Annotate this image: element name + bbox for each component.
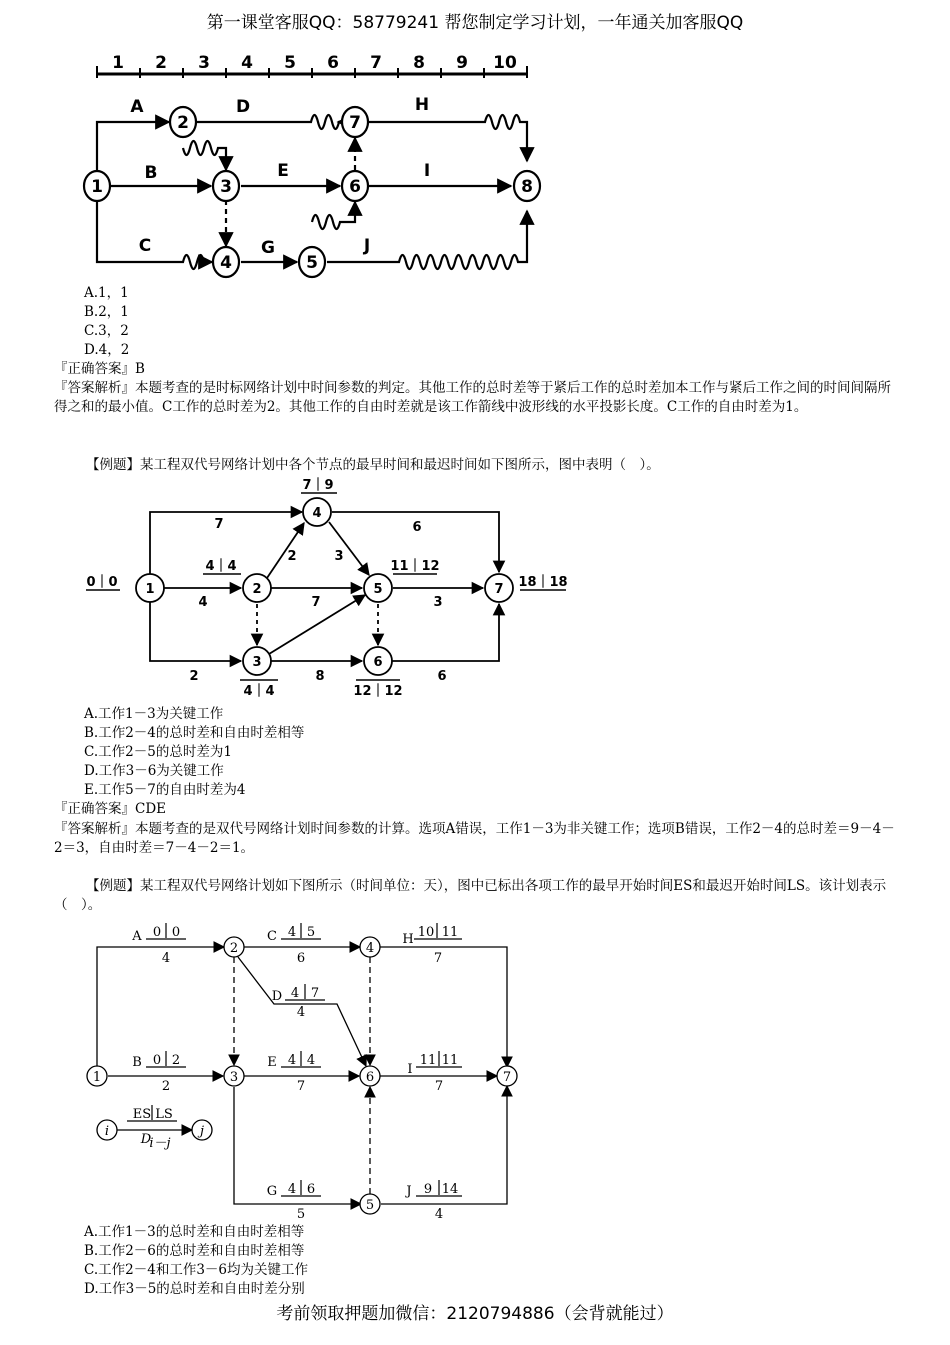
node-time: 12｜12 [353, 684, 403, 699]
scale-label: 7 [370, 53, 382, 73]
scale-label: 8 [413, 53, 425, 73]
duration: 2 [287, 549, 297, 564]
nodes-diagram-2 [136, 498, 513, 675]
node-3 [213, 171, 239, 201]
svg-text:4: 4 [290, 986, 300, 1001]
activity-B [132, 1053, 180, 1094]
activity-label: B [144, 163, 158, 183]
duration: 3 [334, 549, 344, 564]
node-time: 18｜18 [518, 575, 568, 590]
q1-answer: 『正确答案』B [54, 361, 145, 377]
activity-C [267, 925, 315, 966]
svg-text:2: 2 [161, 1079, 171, 1094]
activity-J [404, 1182, 458, 1222]
scale-label: 2 [155, 53, 167, 73]
node-3 [224, 1066, 244, 1086]
svg-text:E: E [267, 1055, 277, 1070]
node-7 [485, 574, 513, 602]
node-time: 11｜12 [390, 559, 440, 574]
legend-es: ES [132, 1107, 152, 1122]
svg-text:7: 7 [502, 1070, 512, 1085]
svg-text:11: 11 [419, 1053, 437, 1068]
svg-text:3: 3 [252, 655, 262, 670]
svg-text:6: 6 [296, 951, 306, 966]
svg-text:4: 4 [287, 925, 297, 940]
svg-text:10: 10 [417, 925, 435, 940]
legend-node-i: i [104, 1124, 110, 1139]
svg-text:C: C [267, 929, 277, 944]
svg-text:4: 4 [287, 1053, 297, 1068]
svg-text:4: 4 [161, 951, 171, 966]
nodes-diagram-1 [84, 107, 540, 277]
svg-text:4: 4 [287, 1182, 297, 1197]
q1-option-d: D.4，2 [84, 342, 130, 358]
activity-E [267, 1053, 315, 1094]
activity-H [402, 925, 458, 966]
node-1 [87, 1066, 107, 1086]
legend-node-j: j [199, 1124, 205, 1139]
svg-text:5: 5 [296, 1207, 306, 1222]
svg-text:7: 7 [433, 951, 443, 966]
node-6 [364, 647, 392, 675]
q1-analysis: 『答案解析』本题考查的是时标网络计划中时间参数的判定。其他工作的总时差等于紧后工作的总时差加本工作与紧后工作之间的时间间隔所得之和的最小值。C工作的总时差为2。其他工作的自由时差就是该工作箭线中波形线的水平投影长度。C工作的自由时差为1。 [54, 380, 891, 415]
time-scaled-network-diagram [75, 48, 545, 288]
svg-text:6: 6 [373, 655, 383, 670]
svg-text:5: 5 [306, 925, 316, 940]
q2-option-b: B.工作2－4的总时差和自由时差相等 [84, 725, 305, 741]
legend-duration: D [140, 1132, 152, 1147]
duration: 8 [315, 669, 325, 684]
node-3 [243, 647, 271, 675]
svg-text:2: 2 [177, 113, 189, 133]
q3-option-b: B.工作2－6的总时差和自由时差相等 [84, 1243, 305, 1259]
svg-text:J: J [406, 1184, 412, 1199]
activity-label: G [261, 238, 275, 258]
svg-text:11: 11 [441, 925, 459, 940]
svg-text:1: 1 [92, 1070, 102, 1085]
node-time: 7｜9 [302, 478, 334, 493]
svg-text:2: 2 [229, 941, 239, 956]
svg-text:0: 0 [171, 925, 181, 940]
svg-text:2: 2 [252, 582, 262, 597]
svg-text:4: 4 [312, 506, 322, 521]
activity-label: C [138, 236, 152, 256]
legend-duration-sub: i－j [149, 1136, 171, 1151]
duration: 3 [433, 595, 443, 610]
svg-text:7: 7 [310, 986, 320, 1001]
scale-label: 5 [284, 53, 296, 73]
node-6 [360, 1066, 380, 1086]
node-7 [497, 1066, 517, 1086]
es-ls-network-diagram [80, 918, 530, 1224]
svg-text:6: 6 [306, 1182, 316, 1197]
q2-option-e: E.工作5－7的自由时差为4 [84, 782, 246, 798]
duration: 7 [311, 595, 321, 610]
activity-label: A [130, 97, 144, 117]
es-ls-legend [97, 1107, 212, 1151]
svg-text:4: 4 [434, 1207, 444, 1222]
legend-ls: LS [155, 1107, 173, 1122]
scale-label: 9 [456, 53, 468, 73]
svg-text:1: 1 [91, 177, 103, 197]
q3-option-d: D.工作3－5的总时差和自由时差分别 [84, 1281, 305, 1297]
svg-text:D: D [271, 989, 283, 1004]
node-1 [136, 574, 164, 602]
svg-text:4: 4 [296, 1005, 306, 1020]
node-7 [342, 107, 368, 137]
q2-answer: 『正确答案』CDE [54, 801, 167, 817]
scale-label: 4 [241, 53, 253, 73]
svg-text:0: 0 [152, 1053, 162, 1068]
node-4 [213, 247, 239, 277]
scale-label: 1 [112, 53, 124, 73]
q2-option-d: D.工作3－6为关键工作 [84, 763, 224, 779]
activity-label: D [235, 97, 251, 117]
svg-text:6: 6 [365, 1070, 375, 1085]
node-5 [364, 574, 392, 602]
svg-text:1: 1 [145, 582, 155, 597]
node-5 [360, 1194, 380, 1214]
svg-text:7: 7 [494, 582, 504, 597]
svg-text:A: A [132, 929, 142, 944]
q1-option-b: B.2，1 [84, 304, 129, 320]
q2-option-a: A.工作1－3为关键工作 [84, 706, 224, 722]
svg-text:6: 6 [349, 177, 361, 197]
q3-stem: 【例题】某工程双代号网络计划如下图所示（时间单位：天），图中已标出各项工作的最早开始时间ES和最迟开始时间LS。该计划表示（ ）。 [54, 878, 887, 913]
svg-text:9: 9 [423, 1182, 433, 1197]
svg-text:H: H [402, 932, 414, 947]
scale-label: 6 [327, 53, 339, 73]
svg-text:0: 0 [152, 925, 162, 940]
duration: 7 [214, 517, 224, 532]
svg-text:4: 4 [365, 941, 375, 956]
node-time: 0｜0 [86, 575, 118, 590]
durations-diagram-2 [189, 517, 446, 684]
q3-option-a: A.工作1－3的总时差和自由时差相等 [84, 1224, 305, 1240]
svg-text:11: 11 [441, 1053, 459, 1068]
q1-option-a: A.1，1 [84, 285, 129, 301]
svg-text:3: 3 [220, 177, 232, 197]
scale-label: 10 [493, 53, 517, 73]
node-2 [243, 574, 271, 602]
svg-text:I: I [407, 1062, 413, 1077]
svg-text:B: B [132, 1055, 142, 1070]
duration: 2 [189, 669, 199, 684]
duration: 4 [198, 595, 208, 610]
q2-option-c: C.工作2－5的总时差为1 [84, 744, 232, 760]
duration: 6 [437, 669, 447, 684]
page-footer: 考前领取押题加微信：2120794886（会背就能过） [276, 1304, 674, 1324]
node-5 [299, 247, 325, 277]
activity-D [272, 986, 319, 1020]
svg-text:8: 8 [521, 177, 533, 197]
activity-label: I [423, 161, 431, 181]
svg-text:4: 4 [220, 253, 232, 273]
node-4 [303, 498, 331, 526]
svg-text:7: 7 [434, 1079, 444, 1094]
q3-option-c: C.工作2－4和工作3－6均为关键工作 [84, 1262, 308, 1278]
page-header: 第一课堂客服QQ：58779241 帮您制定学习计划，一年通关加客服QQ [206, 13, 744, 33]
duration: 6 [412, 520, 422, 535]
node-8 [514, 171, 540, 201]
node-4 [360, 937, 380, 957]
node-6 [342, 171, 368, 201]
activity-label: J [363, 236, 371, 256]
q1-option-c: C.3，2 [84, 323, 129, 339]
q2-stem: 【例题】某工程双代号网络计划中各个节点的最早时间和最迟时间如下图所示，图中表明（ ）。 [86, 457, 660, 473]
activity-A [131, 925, 180, 966]
node-time: 4｜4 [243, 684, 275, 699]
node-time: 4｜4 [205, 559, 237, 574]
time-scale-labels [112, 53, 517, 73]
scale-label: 3 [198, 53, 210, 73]
svg-text:4: 4 [306, 1053, 316, 1068]
svg-text:7: 7 [349, 113, 361, 133]
svg-text:5: 5 [365, 1198, 375, 1213]
svg-text:5: 5 [306, 253, 318, 273]
node-time-network-diagram [80, 474, 580, 702]
svg-text:5: 5 [373, 582, 383, 597]
activity-G [267, 1182, 315, 1222]
svg-text:2: 2 [171, 1053, 181, 1068]
svg-text:G: G [266, 1184, 278, 1199]
node-2 [170, 107, 196, 137]
svg-text:3: 3 [229, 1070, 239, 1085]
activity-label: E [277, 161, 289, 181]
node-2 [224, 937, 244, 957]
node-1 [84, 171, 110, 201]
svg-text:7: 7 [296, 1079, 306, 1094]
activity-label: H [414, 95, 430, 115]
svg-text:14: 14 [441, 1182, 459, 1197]
q2-analysis: 『答案解析』本题考查的是双代号网络计划时间参数的计算。选项A错误，工作1－3为非关键工作；选项B错误，工作2－4的总时差＝9－4－2＝3，自由时差＝7－4－2＝1。 [54, 821, 895, 856]
activity-I [407, 1053, 458, 1094]
